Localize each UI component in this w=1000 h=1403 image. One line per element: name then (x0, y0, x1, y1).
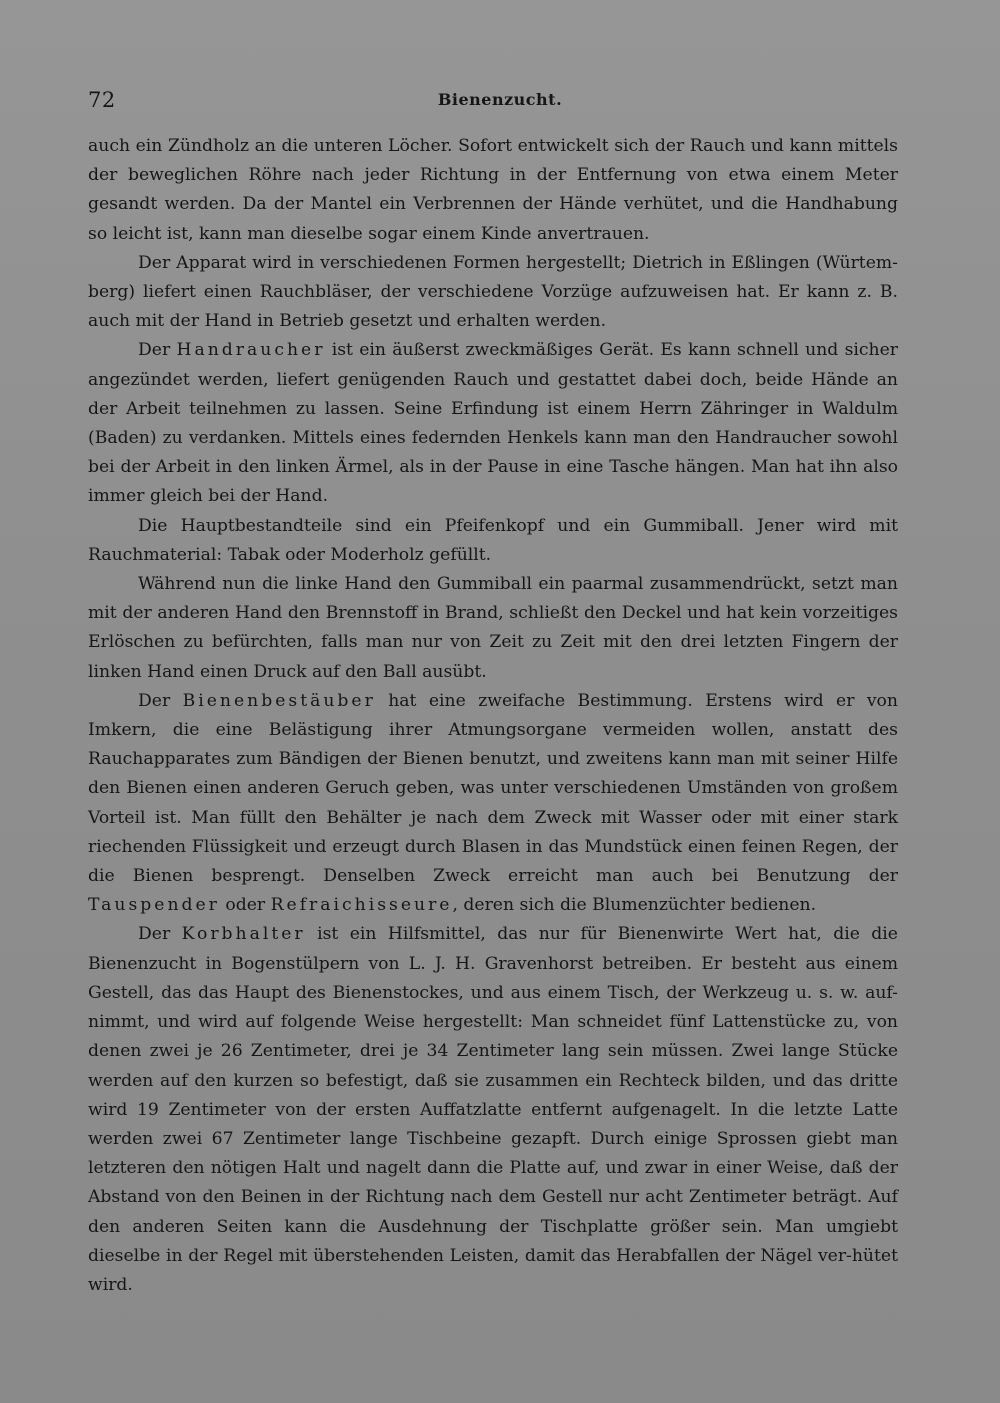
paragraph-apparatus-forms (88, 249, 898, 337)
text-run: Der (138, 340, 177, 361)
text-run: Der Apparat wird in verschiedenen Formen hergestellt; Dietrich in Eßlingen (Würtem-berg) liefert einen Rauchbläser, der verschiedene Vorzüge aufzuweisen hat. Er kann z. B. auch mit der Hand in Betrieb gesetzt und erhalten werden. (88, 252, 898, 332)
spaced-term: Handraucher (176, 340, 326, 361)
text-run: Während nun die linke Hand den Gummiball ein paarmal zusammendrückt, setzt man mit der anderen Hand den Brennstoff in Brand, schließt den Deckel und hat kein vorzeitiges Erlöschen zu befürchten, falls man nur von Zeit zu Zeit mit den drei letzten Fingern der linken Hand einen Druck auf den Ball ausübt. (88, 574, 898, 682)
paragraph-bienenbestaeuber (88, 687, 898, 921)
spaced-term: Korbhalter (181, 924, 306, 945)
text-run: oder (219, 895, 271, 916)
text-run: , deren sich die Blumenzüchter bedienen. (452, 895, 817, 916)
paragraph-usage (88, 570, 898, 687)
body-text (88, 132, 898, 1300)
spaced-term: Tauspender (88, 895, 220, 916)
running-head: Bienenzucht. (437, 90, 563, 109)
text-run: Der (138, 690, 183, 711)
page-number: 72 (88, 88, 116, 112)
paragraph-main-components (88, 512, 898, 570)
text-run: auch ein Zündholz an die unteren Löcher. Sofort entwickelt sich der Rauch und kann mittels der beweglichen Röhre nach jeder Richtung in der Entfernung von etwa einem Meter gesandt werden. Da der Mantel ein Verbrennen der Hände verhütet, und die Handhabung so leicht ist, kann man dieselbe sogar einem Kinde anvertrauen. (88, 136, 898, 244)
page-header (88, 88, 912, 118)
spaced-term: Bienenbestäuber (182, 690, 376, 711)
text-run: ist ein äußerst zweckmäßiges Gerät. Es kann schnell und sicher angezündet werden, liefert genügenden Rauch und gestattet dabei doch, beide Hände an der Arbeit teilnehmen zu lassen. Seine Erfindung ist einem Herrn Zähringer in Waldulm (Baden) zu verdanken. Mittels eines federnden Henkels kann man den Handraucher sowohl bei der Arbeit in den linken Ärmel, als in der Pause in eine Tasche hängen. Man hat ihn also immer gleich bei der Hand. (88, 340, 899, 507)
paragraph-smoke-device-continued (88, 132, 898, 249)
text-run: hat eine zweifache Bestimmung. Erstens wird er von Imkern, die eine Belästigung ihrer Atmungsorgane vermeiden wollen, anstatt des Rauchapparates zum Bändigen der Bienen benutzt, und zweitens kann man mit seiner Hilfe den Bienen einen anderen Geruch geben, was unter verschiedenen Umständen von großem Vorteil ist. Man füllt den Behälter je nach dem Zweck mit Wasser oder mit einer stark riechenden Flüssigkeit und erzeugt durch Blasen in das Mundstück einen feinen Regen, der die Bienen besprengt. Denselben Zweck erreicht man auch bei Benutzung der (88, 690, 898, 887)
paragraph-korbhalter (88, 920, 898, 1300)
text-run: ist ein Hilfsmittel, das nur für Bienenwirte Wert hat, die die Bienenzucht in Bogenstülpern von L. J. H. Gravenhorst betreiben. Er besteht aus einem Gestell, das das Haupt des Bienenstockes, und aus einem Tisch, der Werkzeug u. s. w. auf-nimmt, und wird auf folgende Weise hergestellt: Man schneidet fünf Lattenstücke zu, von denen zwei je 26 Zentimeter, drei je 34 Zentimeter lang sein müssen. Zwei lange Stücke werden auf den kurzen so befestigt, daß sie zusammen ein Rechteck bilden, und das dritte wird 19 Zentimeter von der ersten Auffatzlatte entfernt aufgenagelt. In die letzte Latte werden zwei 67 Zentimeter lange Tischbeine gezapft. Durch einige Sprossen giebt man letzteren den nötigen Halt und nagelt dann die Platte auf, und zwar in einer Weise, daß der Abstand von den Beinen in der Richtung nach dem Gestell nur acht Zentimeter beträgt. Auf den anderen Seiten kann die Ausdehnung der Tischplatte größer sein. Man umgiebt dieselbe in der Regel mit überstehenden Leisten, damit das Herabfallen der Nägel ver-hütet wird. (88, 924, 898, 1295)
paragraph-handraucher (88, 336, 898, 511)
text-run: Der (138, 924, 182, 945)
spaced-term: Refraichisseure (270, 895, 453, 916)
text-run: Die Hauptbestandteile sind ein Pfeifenkopf und ein Gummiball. Jener wird mit Rauchmaterial: Tabak oder Moderholz gefüllt. (88, 515, 898, 565)
